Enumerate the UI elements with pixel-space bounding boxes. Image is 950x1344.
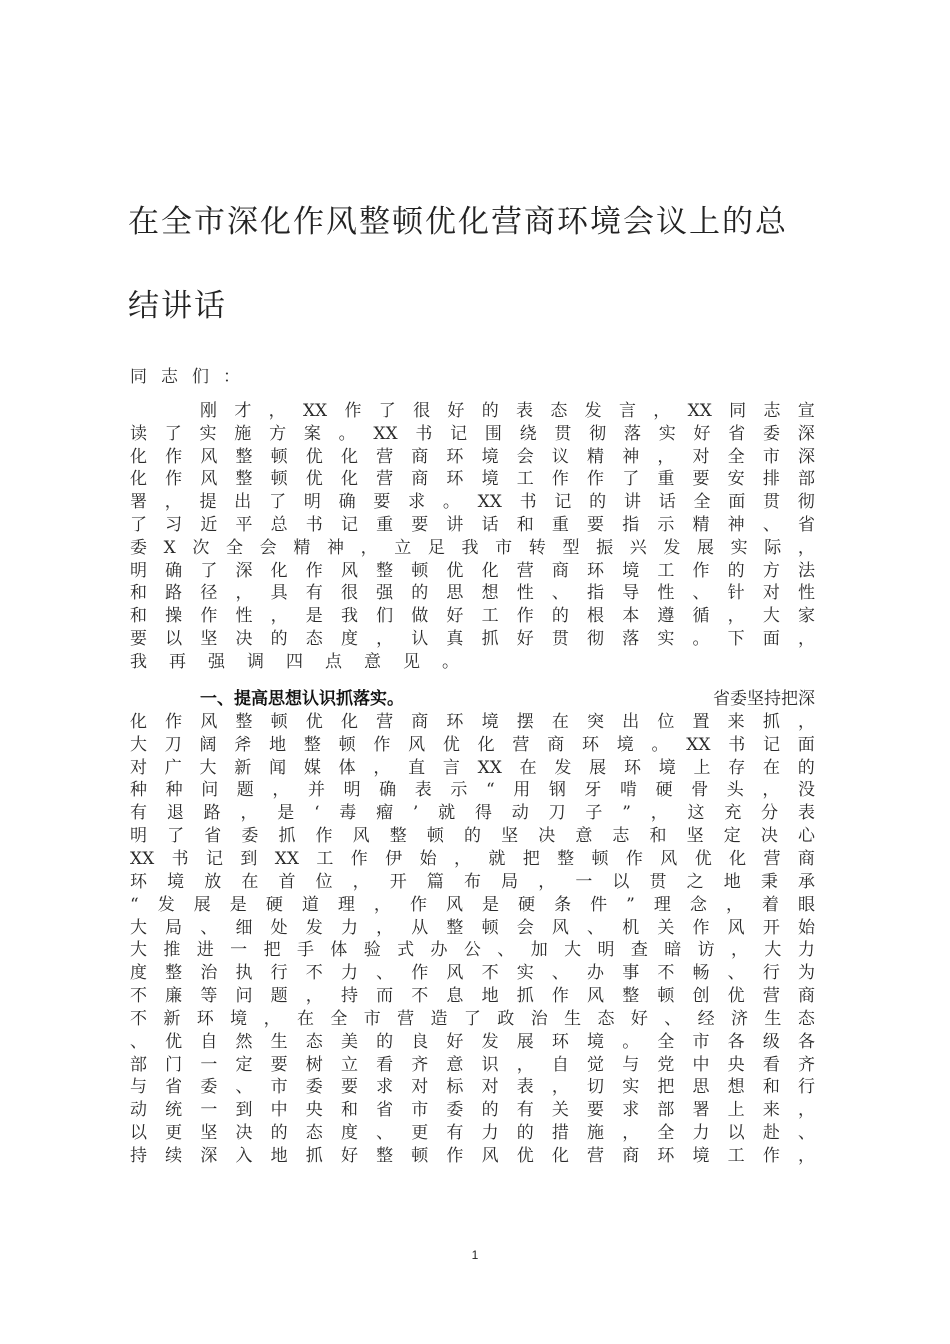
body-text-line: 化 作 风 整 顿 优 化 营 商 环 境 摆 在 突 出 位 置 来 抓 ， [130, 712, 815, 732]
body-text-line: 以 更 坚 决 的 态 度 、 更 有 力 的 措 施 ， 全 力 以 赴 、 [130, 1123, 815, 1143]
greeting: 同志们： [130, 367, 254, 387]
body-text-line: 度 整 治 执 行 不 力 、 作 风 不 实 、 办 事 不 畅 、 行 为 [130, 963, 815, 983]
body-text-line: 和 路 径 ， 具 有 很 强 的 思 想 性 、 指 导 性 、 针 对 性 [130, 583, 815, 603]
body-text-line: 署 ， 提 出 了 明 确 要 求 。 XX 书 记 的 讲 话 全 面 贯 彻 [130, 492, 815, 512]
page-number: 1 [471, 1248, 479, 1262]
body-text-line: 明 确 了 深 化 作 风 整 顿 优 化 营 商 环 境 工 作 的 方 法 [130, 561, 815, 581]
body-text-line: 不 廉 等 问 题 ， 持 而 不 息 地 抓 作 风 整 顿 创 优 营 商 [130, 986, 815, 1006]
body-text-line: 读 了 实 施 方 案 。 XX 书 记 围 绕 贯 彻 落 实 好 省 委 深 [130, 424, 815, 444]
body-text-line: 和 操 作 性 ， 是 我 们 做 好 工 作 的 根 本 遵 循 ， 大 家 [130, 606, 815, 626]
section-heading: 一、提高思想认识抓落实。 [200, 689, 404, 709]
body-text-line: 明 了 省 委 抓 作 风 整 顿 的 坚 决 意 志 和 坚 定 决 心 [130, 826, 815, 846]
body-text-line: 大 推 进 一 把 手 体 验 式 办 公 、 加 大 明 查 暗 访 ， 大 力 [130, 940, 815, 960]
document-title-line-1: 在全市深化作风整顿优化营商环境会议上的总 [128, 204, 788, 240]
body-text-line: XX 书 记 到 XX 工 作 伊 始 ， 就 把 整 顿 作 风 优 化 营 商 [130, 849, 815, 869]
body-text-line: 不 新 环 境 ， 在 全 市 营 造 了 政 治 生 态 好 、 经 济 生 态 [130, 1009, 815, 1029]
document-title-line-2: 结讲话 [128, 288, 227, 324]
body-text-line: 持 续 深 入 地 抓 好 整 顿 作 风 优 化 营 商 环 境 工 作 ， [130, 1146, 815, 1166]
body-text-line: 种 种 问 题 ， 并 明 确 表 示 “ 用 钢 牙 啃 硬 骨 头 ， 没 [130, 780, 815, 800]
body-text-line: 环 境 放 在 首 位 ， 开 篇 布 局 ， 一 以 贯 之 地 秉 承 [130, 872, 815, 892]
body-text-line: 刚 才 ， XX 作 了 很 好 的 表 态 发 言 ， XX 同 志 宣 [200, 401, 815, 421]
body-text-line: 、 优 自 然 生 态 美 的 良 好 发 展 环 境 。 全 市 各 级 各 [130, 1032, 815, 1052]
paragraph-2-first-line [200, 688, 815, 710]
body-text-line: 部 门 一 定 要 树 立 看 齐 意 识 ， 自 觉 与 党 中 央 看 齐 [130, 1055, 815, 1075]
body-text-line: 委 X 次 全 会 精 神 ， 立 足 我 市 转 型 振 兴 发 展 实 际 ， [130, 538, 815, 558]
body-text-line: 动 统 一 到 中 央 和 省 市 委 的 有 关 要 求 部 署 上 来 ， [130, 1100, 815, 1120]
body-text-line: 了 习 近 平 总 书 记 重 要 讲 话 和 重 要 指 示 精 神 、 省 [130, 515, 815, 535]
section-heading-rest: 省委坚持把深 [713, 689, 815, 709]
body-text-line: 我 再 强 调 四 点 意 见 。 [130, 652, 459, 672]
body-text-line: 化 作 风 整 顿 优 化 营 商 环 境 工 作 作 了 重 要 安 排 部 [130, 469, 815, 489]
body-text-line: 化 作 风 整 顿 优 化 营 商 环 境 会 议 精 神 ， 对 全 市 深 [130, 447, 815, 467]
body-text-line: 大 刀 阔 斧 地 整 顿 作 风 优 化 营 商 环 境 。 XX 书 记 面 [130, 735, 815, 755]
body-text-line: 有 退 路 ， 是 ‘ 毒 瘤 ’ 就 得 动 刀 子 ” ， 这 充 分 表 [130, 803, 815, 823]
body-text-line: “ 发 展 是 硬 道 理 ， 作 风 是 硬 条 件 ” 理 念 ， 着 眼 [130, 895, 815, 915]
body-text-line: 要 以 坚 决 的 态 度 ， 认 真 抓 好 贯 彻 落 实 。 下 面 ， [130, 629, 815, 649]
body-text-line: 与 省 委 、 市 委 要 求 对 标 对 表 ， 切 实 把 思 想 和 行 [130, 1077, 815, 1097]
body-text-line: 对 广 大 新 闻 媒 体 ， 直 言 XX 在 发 展 环 境 上 存 在 的 [130, 758, 815, 778]
body-text-line: 大 局 、 细 处 发 力 ， 从 整 顿 会 风 、 机 关 作 风 开 始 [130, 918, 815, 938]
